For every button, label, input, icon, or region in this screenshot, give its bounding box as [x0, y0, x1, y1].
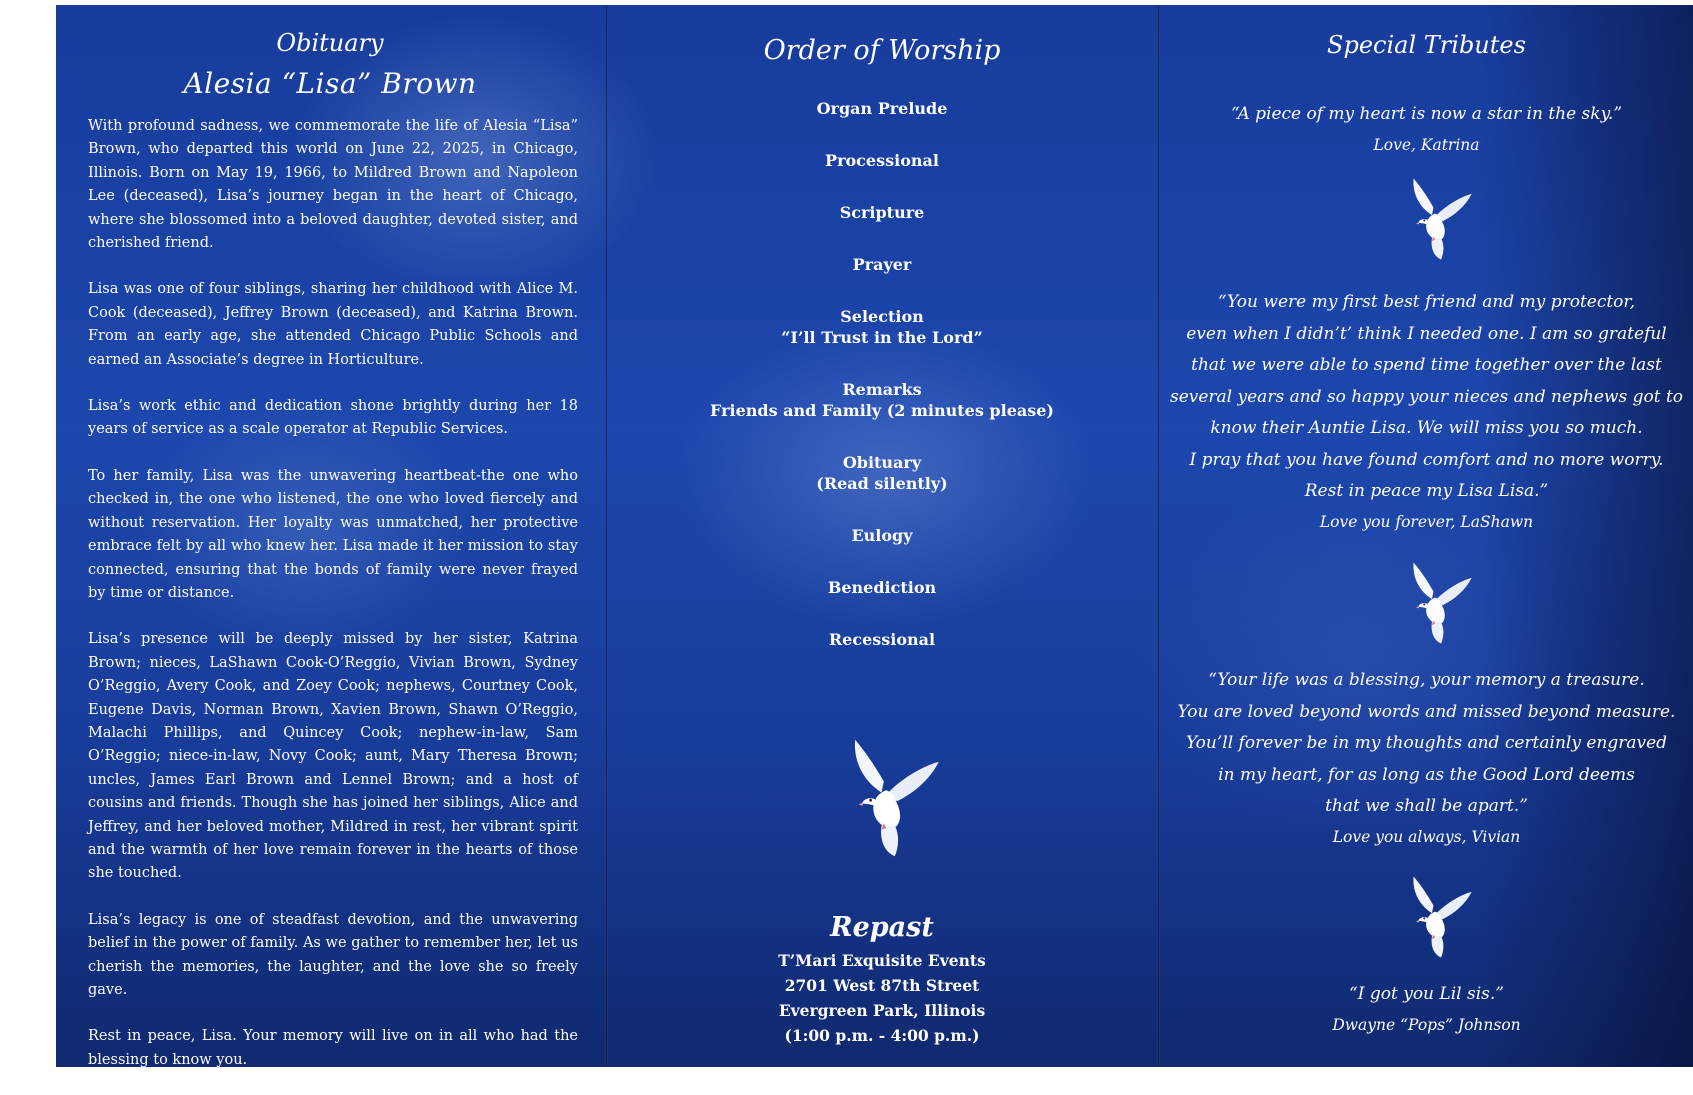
worship-item	[608, 525, 1156, 546]
worship-item	[608, 150, 1156, 171]
worship-item	[608, 379, 1156, 421]
tribute-signature: Love you always, Vivian	[1332, 827, 1521, 846]
obituary-paragraph: Rest in peace, Lisa. Your memory will live on in all who had the blessing to know you.	[88, 1028, 578, 1067]
worship-item-title: Organ Prelude	[816, 99, 948, 118]
worship-item	[608, 306, 1156, 348]
tributes-heading: Special Tributes	[1327, 31, 1526, 59]
dove-icon	[831, 733, 941, 863]
tribute-line: “I got you Lil sis.”	[1349, 984, 1504, 1004]
worship-item-title: Obituary	[842, 453, 922, 472]
tribute-signature: Love, Katrina	[1373, 135, 1480, 154]
obituary-paragraph: Lisa’s presence will be deeply missed by her sister, Katrina Brown; nieces, LaShawn Cook-O’Reggio, Vivian Brown, Sydney O’Reggio, Avery Cook, and Zoey Cook; nephews, Courtney Cook, Eugene Davis, Norman Brown, Xavien Brown, Shawn O’Reggio, Malachi Phillips, and Quincey Cook; nephew-in-law, Sam O’Reggio; niece-in-law, Novy Cook; aunt, Mary Theresa Brown; uncles, James Earl Brown and Lennel Brown; and a host of cousins and friends. Though she has joined her siblings, Alice and Jeffrey, and her beloved mother, Mildred in rest, her vibrant spirit and the warmth of her love remain forever in the hearts of those she touched.	[88, 631, 578, 882]
tribute-line: that we were able to spend time together over the last	[1191, 355, 1662, 375]
worship-item	[608, 254, 1156, 275]
tribute-line: “Your life was a blessing, your memory a treasure.	[1208, 670, 1645, 690]
dove-icon	[1396, 177, 1474, 261]
worship-item-detail: Friends and Family (2 minutes please)	[710, 401, 1054, 420]
tribute-line: know their Auntie Lisa. We will miss you so much.	[1210, 418, 1643, 438]
obituary-paragraph: To her family, Lisa was the unwavering heartbeat-the one who checked in, the one who listened, the one who loved fiercely and without reservation. Her loyalty was unmatched, her protective embrace felt by all who knew her. Lisa made it her mission to stay connected, ensuring that the bonds of family were never frayed by time or distance.	[88, 467, 578, 601]
tribute-line: even when I didn’t’ think I needed one. I am so grateful	[1186, 323, 1667, 344]
dove-icon	[1396, 875, 1474, 959]
obituary-paragraph: Lisa was one of four siblings, sharing her childhood with Alice M. Cook (deceased), Jeffrey Brown (deceased), and Katrina Brown. From an early age, she attended Chicago Public Schools and earned an Associate’s degree in Horticulture.	[88, 281, 578, 368]
worship-item-title: Selection	[840, 307, 924, 326]
obituary-heading: Obituary	[276, 29, 384, 57]
worship-item-title: Prayer	[852, 255, 912, 274]
tribute-line: that we shall be apart.”	[1325, 796, 1528, 816]
worship-item-title: Processional	[825, 151, 939, 170]
tribute-line: You’ll forever be in my thoughts and certainly engraved	[1185, 733, 1668, 753]
tribute-line: I pray that you have found comfort and no more worry.	[1189, 449, 1664, 470]
tribute	[1160, 99, 1693, 159]
worship-list	[608, 98, 1156, 681]
repast-details	[608, 948, 1156, 1048]
repast-street: 2701 West 87th Street	[784, 976, 980, 995]
repast-venue: T’Mari Exquisite Events	[778, 951, 986, 970]
obituary-paragraph: Lisa’s legacy is one of steadfast devotion, and the unwavering belief in the power of family. As we gather to remember her, let us cherish the memories, the laughter, and the love she so freely gave.	[88, 911, 578, 998]
deceased-name: Alesia “Lisa” Brown	[183, 67, 477, 100]
worship-item	[608, 452, 1156, 494]
repast-city: Evergreen Park, Illinois	[778, 1001, 986, 1020]
worship-item	[608, 577, 1156, 598]
obituary-paragraph: With profound sadness, we commemorate the life of Alesia “Lisa” Brown, who departed this world on June 22, 2025, in Chicago, Illinois. Born on May 19, 1966, to Mildred Brown and Napoleon Lee (deceased), Lisa’s journey began in the heart of Chicago, where she blossomed into a beloved daughter, devoted sister, and cherished friend.	[88, 118, 578, 252]
worship-heading: Order of Worship	[763, 35, 1001, 66]
tribute-line: “You were my first best friend and my protector,	[1217, 292, 1636, 312]
tribute-line: Rest in peace my Lisa Lisa.”	[1304, 481, 1549, 501]
tribute-line: in my heart, for as long as the Good Lord deems	[1218, 764, 1635, 785]
tribute-line: You are loved beyond words and missed beyond measure.	[1177, 701, 1676, 722]
tribute	[1160, 287, 1693, 536]
special-tributes-panel	[1160, 5, 1693, 1067]
tribute	[1160, 665, 1693, 851]
repast-time: (1:00 p.m. - 4:00 p.m.)	[784, 1026, 980, 1045]
obituary-paragraph: Lisa’s work ethic and dedication shone brightly during her 18 years of service as a scale operator at Republic Services.	[88, 398, 578, 438]
tribute	[1160, 979, 1693, 1039]
worship-item-title: Eulogy	[851, 526, 913, 545]
worship-item	[608, 629, 1156, 650]
worship-item-title: Scripture	[839, 203, 925, 222]
worship-item-detail: (Read silently)	[816, 474, 948, 493]
tribute-signature: Love you forever, LaShawn	[1319, 512, 1534, 531]
dove-icon	[1396, 561, 1474, 645]
worship-item-title: Recessional	[828, 630, 936, 649]
worship-item-title: Remarks	[842, 380, 922, 399]
tribute-signature: Dwayne “Pops” Johnson	[1332, 1015, 1521, 1034]
order-of-worship-panel	[608, 5, 1156, 1067]
worship-item-title: Benediction	[827, 578, 937, 597]
worship-item	[608, 202, 1156, 223]
program-sheet	[56, 5, 1693, 1067]
obituary-panel	[56, 5, 604, 1067]
worship-item-detail: “I’ll Trust in the Lord”	[781, 328, 983, 347]
tribute-line: “A piece of my heart is now a star in the sky.”	[1230, 104, 1623, 124]
tribute-line: several years and so happy your nieces and nephews got to	[1169, 386, 1684, 407]
obituary-text	[88, 115, 578, 1067]
repast-heading: Repast	[830, 912, 934, 943]
worship-item	[608, 98, 1156, 119]
